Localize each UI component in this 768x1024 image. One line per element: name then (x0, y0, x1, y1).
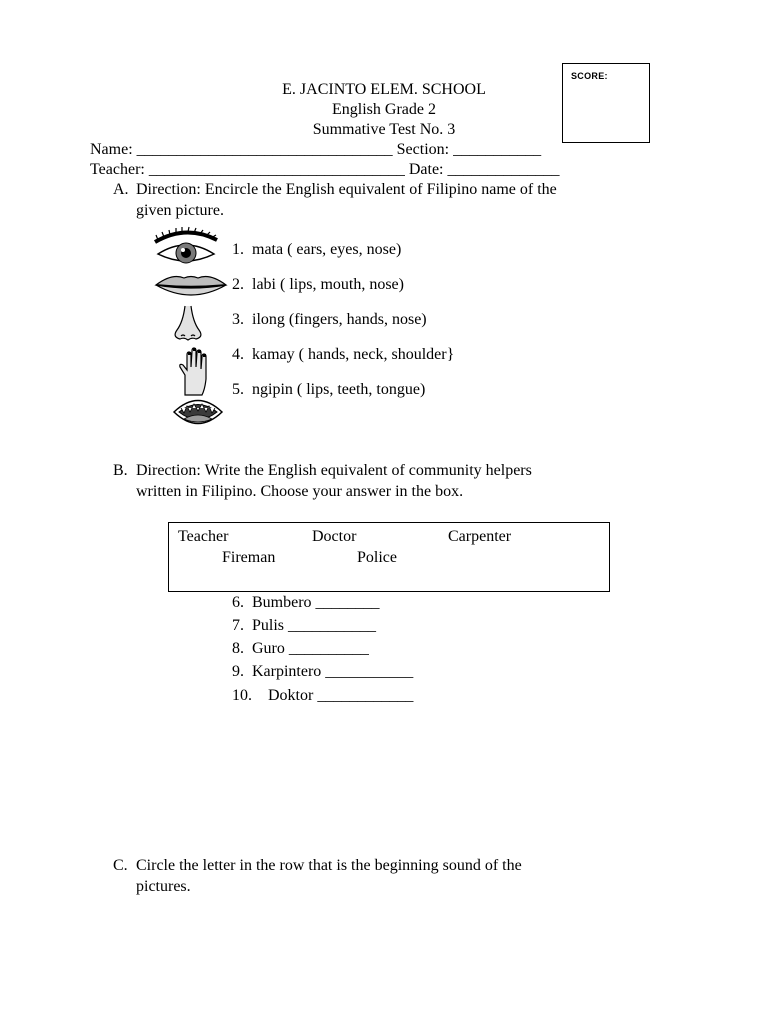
part-a-letter: A. (113, 181, 129, 198)
item-number: 5. (232, 381, 244, 398)
date-field[interactable]: ______________ (447, 161, 560, 178)
date-label: Date: (408, 161, 444, 178)
list-item (232, 688, 413, 704)
item-number: 4. (232, 346, 244, 363)
choice-fireman: Fireman (222, 549, 276, 566)
teacher-label: Teacher: (90, 161, 145, 178)
list-item (232, 382, 425, 398)
item-text: labi ( lips, mouth, nose) (252, 276, 404, 293)
list-item (232, 347, 454, 363)
item-text: kamay ( hands, neck, shoulder} (252, 346, 455, 363)
name-row (90, 142, 541, 158)
item-number: 3. (232, 311, 244, 328)
part-b-letter: B. (113, 462, 128, 479)
nose-picture-icon (168, 304, 208, 344)
list-item (232, 312, 427, 328)
item-text[interactable]: Bumbero ________ (252, 594, 380, 611)
item-number: 8. (232, 640, 244, 657)
part-a-direction-line2: given picture. (136, 202, 224, 219)
item-text[interactable]: Guro __________ (252, 640, 369, 657)
list-item (232, 277, 404, 293)
lips-picture-icon (154, 271, 228, 301)
choice-doctor: Doctor (312, 528, 357, 545)
teeth-picture-icon (172, 393, 224, 431)
score-label: SCORE: (571, 71, 608, 81)
teacher-row (90, 162, 560, 178)
choice-teacher: Teacher (178, 528, 229, 545)
part-a-direction-line1: Direction: Encircle the English equivalent of Filipino name of the (136, 181, 557, 198)
list-item (232, 595, 380, 611)
choice-police: Police (357, 549, 397, 566)
part-b-direction-line1: Direction: Write the English equivalent of community helpers (136, 462, 532, 479)
item-text: mata ( ears, eyes, nose) (252, 241, 402, 258)
item-text: ngipin ( lips, teeth, tongue) (252, 381, 426, 398)
item-text: ilong (fingers, hands, nose) (252, 311, 427, 328)
test-title: Summative Test No. 3 (312, 121, 456, 138)
eye-picture-icon (152, 226, 220, 270)
list-item (232, 664, 413, 680)
item-text[interactable]: Doktor ____________ (268, 687, 414, 704)
list-item (232, 641, 369, 657)
item-text[interactable]: Pulis ___________ (252, 617, 377, 634)
name-label: Name: (90, 141, 133, 158)
school-name: E. JACINTO ELEM. SCHOOL (282, 81, 486, 98)
item-number: 2. (232, 276, 244, 293)
part-b-direction-line2: written in Filipino. Choose your answer in the box. (136, 483, 464, 500)
part-c-direction-line2: pictures. (136, 878, 191, 895)
part-c-letter: C. (113, 857, 128, 874)
item-number: 9. (232, 663, 244, 680)
name-field[interactable]: ________________________________ (136, 141, 393, 158)
section-label: Section: (396, 141, 450, 158)
list-item (232, 242, 401, 258)
item-text[interactable]: Karpintero ___________ (252, 663, 414, 680)
teacher-field[interactable]: ________________________________ (148, 161, 405, 178)
item-number: 6. (232, 594, 244, 611)
subject-title: English Grade 2 (332, 101, 436, 118)
section-field[interactable]: ___________ (453, 141, 542, 158)
list-item (232, 618, 376, 634)
item-number: 1. (232, 241, 244, 258)
part-c-direction-line1: Circle the letter in the row that is the beginning sound of the (136, 857, 522, 874)
choice-carpenter: Carpenter (448, 528, 512, 545)
hand-picture-icon (176, 345, 212, 397)
item-number: 7. (232, 617, 244, 634)
item-number: 10. (232, 687, 252, 704)
